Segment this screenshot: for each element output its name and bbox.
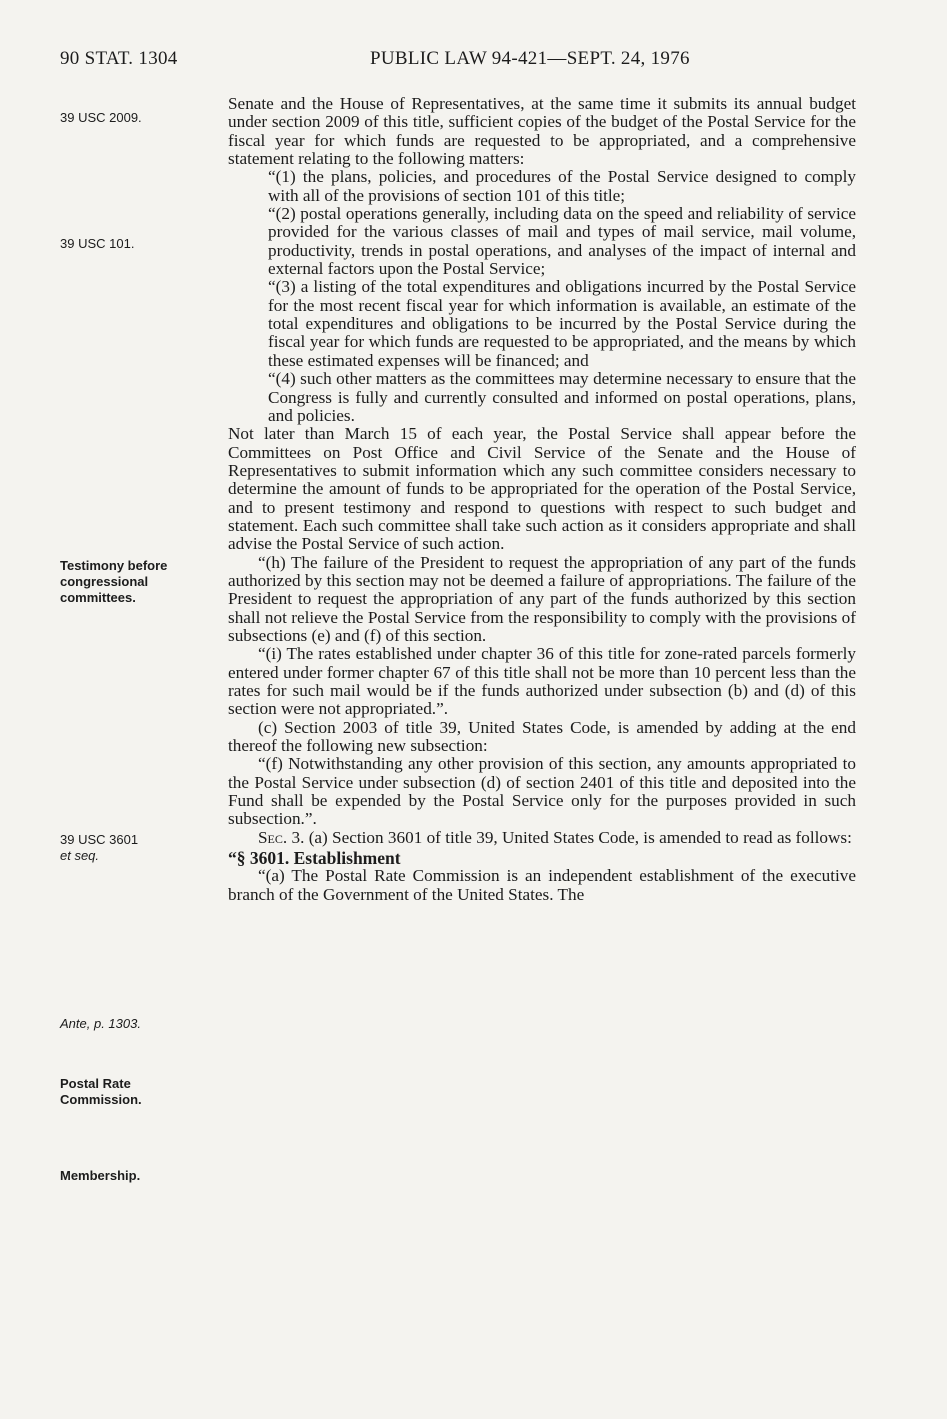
running-head: PUBLIC LAW 94-421—SEPT. 24, 1976 bbox=[370, 48, 690, 69]
list-item-text: “(3) a listing of the total expenditures and obligations incurred by the Postal Service for the most recent fiscal year for which information is available, an estimate of the total expenditures and obligations to be incurred by the Postal Service during the fiscal year for which funds are requested to be appropriated, and the means by which these estimated expenses will be financed; and bbox=[268, 277, 856, 370]
paragraph-subsection-h: “(h) The failure of the President to request the appropriation of any part of the funds authorized by this section may not be deemed a failure of appropriations. The failure of the President to request the appropriation of any part of the funds authorized by this section shall not relieve the Postal Service from the responsibility to comply with the provisions of subsections (e) and (f) of this section. bbox=[228, 552, 856, 645]
margin-note-line: Postal Rate bbox=[60, 1076, 131, 1091]
list-item-1 bbox=[228, 168, 856, 205]
list-item-text: “(4) such other matters as the committees may determine necessary to ensure that the Congress is fully and currently consulted and informed on postal operations, plans, and policies. bbox=[268, 369, 856, 425]
paragraph-subsection-a: “(a) The Postal Rate Commission is an independent establishment of the executive branch of the Government of the United States. The bbox=[228, 866, 856, 904]
section-heading: “§ 3601. Establishment bbox=[228, 848, 401, 869]
paragraph-subsection-i: “(i) The rates established under chapter 36 of this title for zone-rated parcels formerly entered under former chapter 67 of this title shall not be more than 10 percent less than the rates for such mail would be if the funds authorized under subsection (b) and (d) of this section were not appropriated.”. bbox=[228, 644, 856, 719]
margin-note-line: congressional bbox=[60, 574, 149, 589]
margin-note-membership: Membership. bbox=[60, 1168, 141, 1183]
margin-note-postal-rate-commission bbox=[60, 1076, 220, 1108]
margin-note-39-usc-2009: 39 USC 2009. bbox=[60, 110, 142, 125]
margin-note-ante: Ante, p. 1303. bbox=[60, 1016, 141, 1031]
paragraph-section-2003: (c) Section 2003 of title 39, United States Code, is amended by adding at the end thereof the following new subsection: bbox=[228, 717, 856, 756]
paragraph-subsection-f: “(f) Notwithstanding any other provision of this section, any amounts appropriated to the Postal Service under subsection (d) of section 2401 of this title and deposited into the Fund shall be expended by the Postal Service only for the purposes provided in such subsection.”. bbox=[228, 754, 856, 829]
margin-note-line: committees. bbox=[60, 590, 136, 605]
list-item-3 bbox=[228, 278, 856, 370]
margin-note-39-usc-3601 bbox=[60, 832, 220, 864]
paragraph-testimony: Not later than March 15 of each year, the Postal Service shall appear before the Committees on Post Office and Civil Service of the Senate and the House of Representatives to submit information which any such committee considers necessary to determine the amount of funds to be appropriated for the operation of the Postal Service, and to present testimony and respond to questions with respect to such budget and statement. Each such committee shall take such action as it considers appropriate and shall advise the Postal Service of such action. bbox=[228, 424, 856, 554]
margin-note-39-usc-101: 39 USC 101. bbox=[60, 236, 135, 251]
paragraph-intro: Senate and the House of Representatives, at the same time it submits its annual budget under section 2009 of this title, sufficient copies of the budget of the Postal Service for the fiscal year for which funds are requested to be appropriated, and a comprehensive statement relating to the following matters: bbox=[228, 94, 856, 169]
page-header bbox=[60, 48, 860, 78]
list-item-2 bbox=[228, 205, 856, 278]
list-item-4 bbox=[228, 370, 856, 425]
margin-note-line: Testimony before bbox=[60, 558, 168, 573]
section-text: (a) Section 3601 of title 39, United States Code, is amended to read as follows: bbox=[304, 827, 852, 847]
margin-note-line: Commission. bbox=[60, 1092, 142, 1107]
paragraph-sec-3 bbox=[228, 829, 856, 847]
list-item-text: “(2) postal operations generally, including data on the speed and reliability of service provided for the various classes of mail and types of mail service, mail volume, productivity, trends in postal operations, and analyses of the impact of internal and external factors upon the Postal Service; bbox=[268, 204, 856, 279]
list-item-text: “(1) the plans, policies, and procedures of the Postal Service designed to comply with all of the provisions of section 101 of this title; bbox=[268, 167, 856, 205]
margin-note-line: 39 USC 3601 bbox=[60, 832, 139, 847]
margin-note-line: et seq. bbox=[60, 848, 100, 863]
margin-note-testimony bbox=[60, 558, 220, 606]
statute-page-number: 90 STAT. 1304 bbox=[60, 48, 178, 69]
section-label: Sec. 3. bbox=[258, 827, 305, 847]
main-text bbox=[228, 95, 856, 904]
